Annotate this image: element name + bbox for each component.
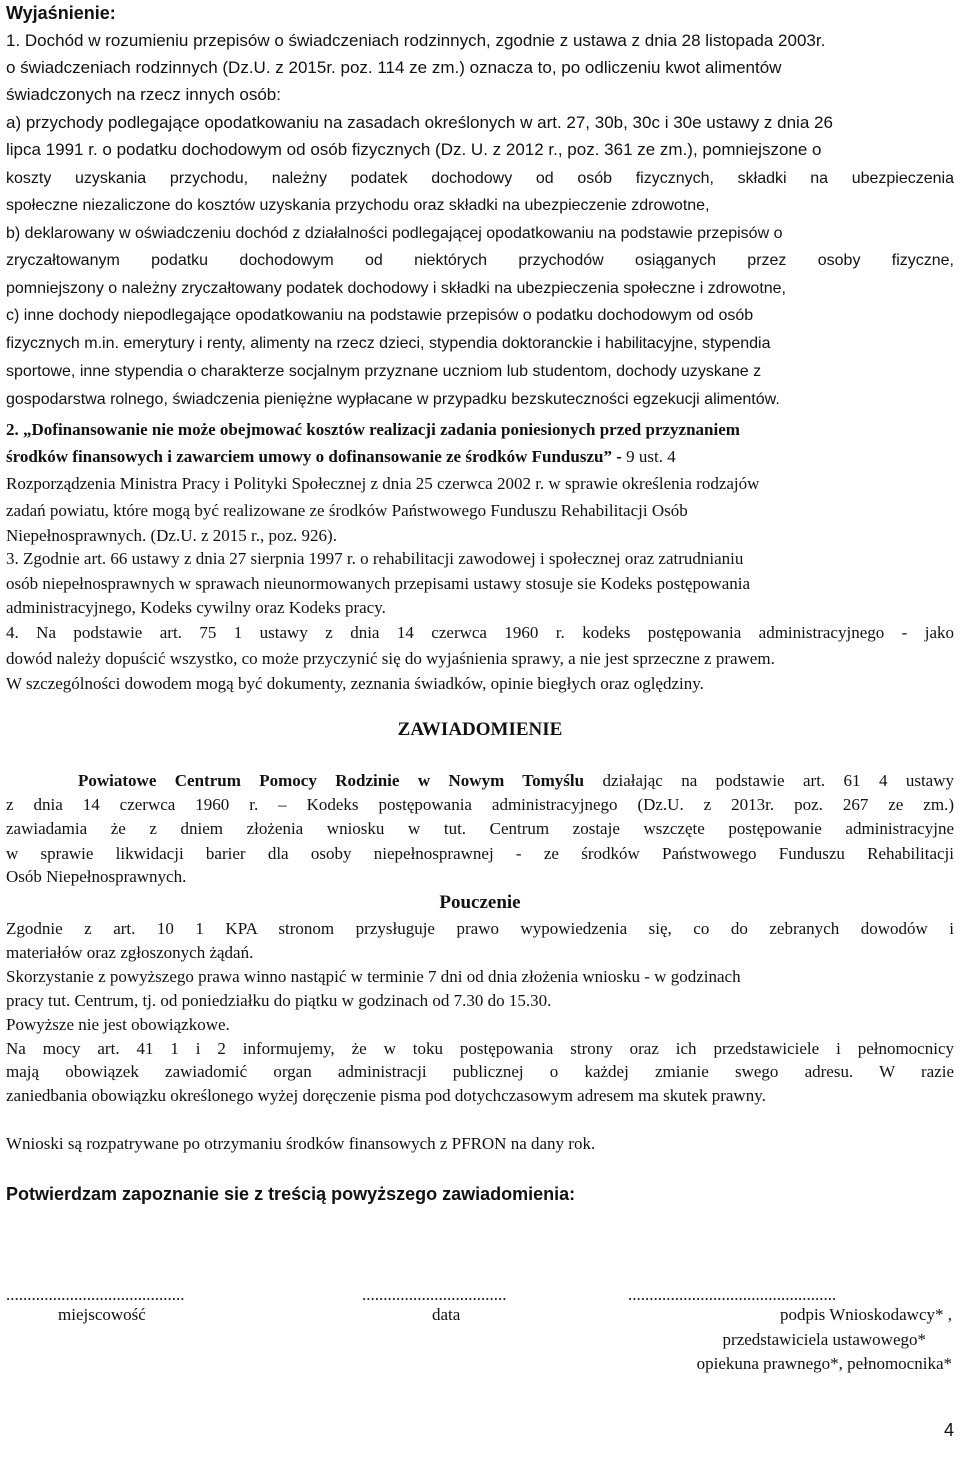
place-signature-line: ..........................................	[6, 1285, 185, 1304]
instruction-line: Powyższe nie jest obowiązkowe.	[6, 1015, 230, 1034]
explanation-line: społeczne niezaliczone do kosztów uzyskania przychodu oraz składki na ubezpieczenie zdrowotne,	[6, 197, 710, 214]
point3-line: osób niepełnosprawnych w sprawach nieunormowanych przepisami ustawy stosuje sie Kodeks postępowania	[6, 574, 751, 593]
notice-line: z dnia 14 czerwca 1960 r. – Kodeks postępowania administracyjnego (Dz.U. z 2013r. poz. 267 ze zm.)	[6, 795, 954, 814]
point3-line: administracyjnego, Kodeks cywilny oraz Kodeks pracy.	[6, 598, 386, 617]
explanation-line: koszty uzyskania przychodu, należny podatek dochodowy od osób fizycznych, składki na ubezpieczenia	[6, 170, 954, 187]
instruction-line: zaniedbania obowiązku określonego wyżej doręczenie pisma pod dotychczasowym adresem ma skutek prawny.	[6, 1086, 766, 1105]
explanation-line: gospodarstwa rolnego, świadczenia pieniężne wypłacane w przypadku bezskuteczności egzekucji alimentów.	[6, 391, 780, 408]
applicant-signature-label: podpis Wnioskodawcy* ,	[779, 1305, 952, 1324]
explanation-line: a) przychody podlegające opodatkowaniu na zasadach określonych w art. 27, 30b, 30c i 30e ustawy z dnia 26	[6, 113, 833, 132]
date-signature-line: ..................................	[362, 1285, 507, 1304]
notice-line: Osób Niepełnosprawnych.	[6, 867, 187, 886]
instruction-line: mają obowiązek zawiadomić organ administracji publicznej o każdej zmianie swego adresu. W razie	[6, 1062, 954, 1081]
instruction-line: Zgodnie z art. 10 1 KPA stronom przysługuje prawo wypowiedzenia się, co do zebranych dowodów i	[6, 919, 954, 938]
point2-line-2	[6, 444, 954, 470]
point2-bold-text: środków finansowych i zawarciem umowy o dofinansowanie ze środków Funduszu” -	[6, 447, 627, 466]
pfron-note: Wnioski są rozpatrywane po otrzymaniu środków finansowych z PFRON na dany rok.	[6, 1134, 596, 1153]
notice-line-1	[6, 768, 954, 794]
explanation-line: lipca 1991 r. o podatku dochodowym od osób fizycznych (Dz. U. z 2012 r., poz. 361 ze zm.), pomniejszone o	[6, 140, 822, 159]
place-label: miejscowość	[58, 1305, 146, 1324]
explanation-line: fizycznych m.in. emerytury i renty, alimenty na rzecz dzieci, stypendia doktoranckie i habilitacyjne, stypendia	[6, 335, 771, 352]
guardian-label: opiekuna prawnego*, pełnomocnika*	[696, 1354, 952, 1373]
explanation-line: sportowe, inne stypendia o charakterze socjalnym przyznane uczniom lub studentom, dochody uzyskane z	[6, 363, 762, 380]
notice-line: zawiadamia że z dniem złożenia wniosku w tut. Centrum zostaje wszczęte postępowanie administracyjne	[6, 819, 954, 838]
point2-bold-line: 2. „Dofinansowanie nie może obejmować kosztów realizacji zadania poniesionych przed przyznaniem	[6, 420, 740, 439]
explanation-heading: Wyjaśnienie:	[6, 3, 116, 23]
explanation-line: zryczałtowanym podatku dochodowym od niektórych przychodów osiąganych przez osoby fizyczne,	[6, 252, 954, 269]
instruction-title: Pouczenie	[439, 892, 521, 913]
explanation-line: o świadczeniach rodzinnych (Dz.U. z 2015r. poz. 114 ze zm.) oznacza to, po odliczeniu kwot alimentów	[6, 58, 782, 77]
explanation-line: b) deklarowany w oświadczeniu dochód z działalności podlegającej opodatkowaniu na podstawie przepisów o	[6, 225, 783, 242]
instruction-line: Na mocy art. 41 1 i 2 informujemy, że w toku postępowania strony oraz ich przedstawiciele i pełnomocnicy	[6, 1039, 954, 1058]
point2-line: Rozporządzenia Ministra Pracy i Polityki Społecznej z dnia 25 czerwca 2002 r. w sprawie określenia rodzajów	[6, 474, 760, 493]
explanation-line: 1. Dochód w rozumieniu przepisów o świadczeniach rodzinnych, zgodnie z ustawa z dnia 28 listopada 2003r.	[6, 31, 826, 50]
confirmation-heading: Potwierdzam zapoznanie sie z treścią powyższego zawiadomienia:	[6, 1184, 576, 1204]
notice-org: Powiatowe Centrum Pomocy Rodzinie w Nowym Tomyślu	[78, 771, 585, 790]
point4-line: W szczególności dowodem mogą być dokumenty, zeznania świadków, opinie biegłych oraz oględziny.	[6, 674, 704, 693]
explanation-line: świadczonych na rzecz innych osób:	[6, 85, 281, 104]
point2-line: Niepełnosprawnych. (Dz.U. z 2015 r., poz. 926).	[6, 526, 337, 545]
notice-line: w sprawie likwidacji barier dla osoby niepełnosprawnej - ze środków Państwowego Funduszu Rehabilitacji	[6, 844, 954, 863]
notice-line1-rest: działając na podstawie art. 61 4 ustawy	[584, 771, 954, 790]
date-label: data	[432, 1305, 461, 1324]
explanation-line: pomniejszony o należny zryczałtowany podatek dochodowy i składki na ubezpieczenia społeczne i zdrowotne,	[6, 280, 786, 297]
page-number: 4	[943, 1420, 954, 1440]
point2-line2-rest: 9 ust. 4	[626, 447, 676, 466]
point4-line: 4. Na podstawie art. 75 1 ustawy z dnia 14 czerwca 1960 r. kodeks postępowania administracyjnego - jako	[6, 623, 954, 642]
applicant-signature-line: .................................................	[628, 1285, 837, 1304]
instruction-line: materiałów oraz zgłoszonych żądań.	[6, 943, 254, 962]
point4-line: dowód należy dopuścić wszystko, co może przyczynić się do wyjaśnienia sprawy, a nie jest sprzeczne z prawem.	[6, 649, 775, 668]
notice-title: ZAWIADOMIENIE	[397, 719, 563, 740]
instruction-line: pracy tut. Centrum, tj. od poniedziałku do piątku w godzinach od 7.30 do 15.30.	[6, 991, 552, 1010]
instruction-line: Skorzystanie z powyższego prawa winno nastąpić w terminie 7 dni od dnia złożenia wniosku - w godzinach	[6, 967, 741, 986]
point2-line: zadań powiatu, które mogą być realizowane ze środków Państwowego Funduszu Rehabilitacji Osób	[6, 501, 688, 520]
point3-line: 3. Zgodnie art. 66 ustawy z dnia 27 sierpnia 1997 r. o rehabilitacji zawodowej i społecznej oraz zatrudnianiu	[6, 549, 744, 568]
explanation-line: c) inne dochody niepodlegające opodatkowaniu na podstawie przepisów o podatku dochodowym od osób	[6, 307, 754, 324]
representative-label: przedstawiciela ustawowego*	[722, 1330, 926, 1349]
